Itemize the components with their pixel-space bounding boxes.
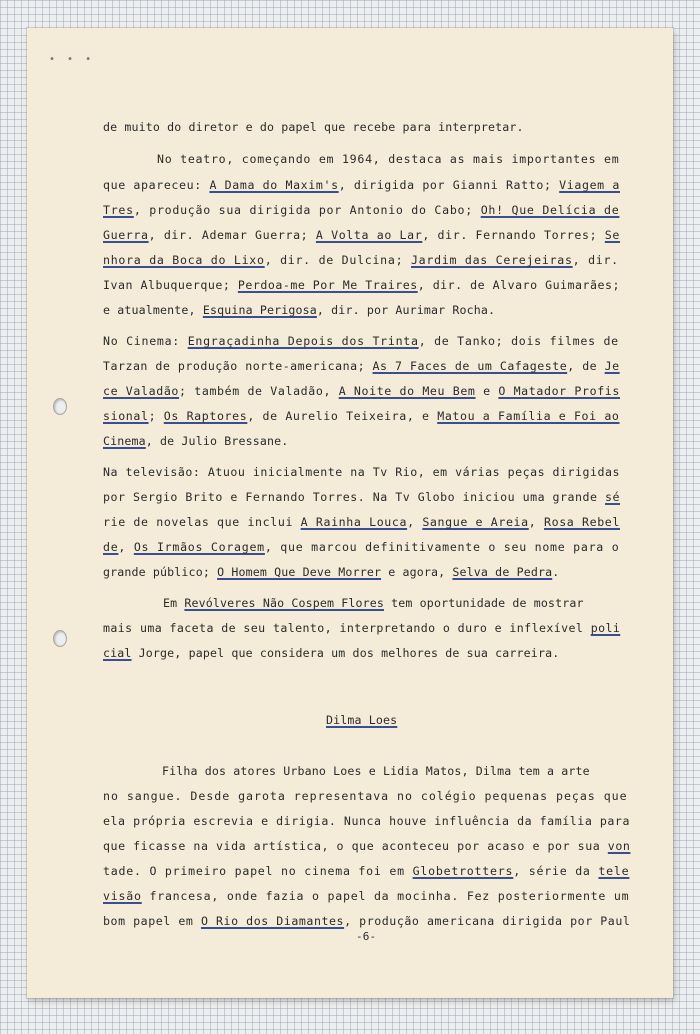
- text-line: ce Valadão; também de Valadão, A Noite do Meu Bem e O Matador Profis: [103, 384, 620, 398]
- underlined-title: Engraçadinha Depois dos Trinta: [187, 334, 419, 348]
- underlined-title: Esquina Perigosa: [202, 303, 317, 317]
- text-line: de, Os Irmãos Coragem, que marcou definitivamente o seu nome para o: [103, 540, 620, 554]
- underlined-title: As 7 Faces de um Cafageste: [372, 359, 568, 373]
- text-line: grande público; O Homem Que Deve Morrer e agora, Selva de Pedra.: [103, 565, 560, 579]
- underlined-title: A Volta ao Lar: [315, 228, 423, 242]
- text-line: que apareceu: A Dama do Maxim's, dirigida por Gianni Ratto; Viagem a: [103, 178, 620, 192]
- underlined-title: O Homem Que Deve Morrer: [217, 565, 382, 579]
- text-line: Ivan Albuquerque; Perdoa-me Por Me Traires, dir. de Alvaro Guimarães;: [103, 278, 621, 292]
- binder-hole-top: [53, 398, 67, 415]
- underlined-title: Se: [604, 228, 621, 242]
- binder-hole-bottom: [53, 630, 67, 647]
- text-line: de muito do diretor e do papel que recebe para interpretar.: [103, 120, 524, 134]
- underlined-title: Oh! Que Delícia de: [480, 203, 620, 217]
- text-line: Em Revólveres Não Cospem Flores tem oportunidade de mostrar: [163, 596, 584, 610]
- underlined-title: Viagem a: [559, 178, 620, 192]
- underlined-title: Os Raptores: [163, 409, 248, 423]
- paper-specks: • • •: [49, 54, 95, 65]
- text-line: bom papel em O Rio dos Diamantes, produção americana dirigida por Paul: [103, 914, 631, 928]
- text-line: cial Jorge, papel que considera um dos melhores de sua carreira.: [103, 646, 560, 660]
- text-line: Tres, produção sua dirigida por Antonio do Cabo; Oh! Que Delícia de: [103, 203, 620, 217]
- text-line: Na televisão: Atuou inicialmente na Tv Rio, em várias peças dirigidas: [103, 465, 620, 479]
- heading-underline: Dilma Loes: [326, 713, 398, 727]
- underlined-title: Os Irmãos Coragem: [133, 540, 265, 554]
- text-line: mais uma faceta de seu talento, interpretando o duro e inflexível poli: [103, 621, 621, 635]
- underlined-title: poli: [590, 621, 621, 635]
- text-line: ela própria escrevia e dirigia. Nunca houve influência da família para: [103, 814, 630, 828]
- text-line: por Sergio Brito e Fernando Torres. Na Tv Globo iniciou uma grande sé: [103, 490, 621, 504]
- underlined-title: A Rainha Louca: [300, 515, 408, 529]
- text-line: No teatro, começando em 1964, destaca as mais importantes em: [157, 152, 620, 166]
- text-line: no sangue. Desde garota representava no colégio pequenas peças que: [103, 789, 628, 803]
- underlined-title: tele: [598, 864, 630, 878]
- underlined-title: sé: [605, 490, 621, 504]
- text-line: tade. O primeiro papel no cinema foi em Globetrotters, série da tele: [103, 864, 630, 878]
- text-line: Cinema, de Julio Bressane.: [103, 434, 289, 448]
- underlined-title: Globetrotters: [412, 864, 514, 878]
- underlined-title: A Dama do Maxim's: [209, 178, 339, 192]
- underlined-title: Rosa Rebel: [543, 515, 621, 529]
- text-line: rie de novelas que inclui A Rainha Louca, Sangue e Areia, Rosa Rebel: [103, 515, 621, 529]
- underlined-title: Sangue e Areia: [422, 515, 529, 529]
- underlined-title: visão: [103, 889, 142, 903]
- underlined-title: O Rio dos Diamantes: [200, 914, 345, 928]
- text-line: nhora da Boca do Lixo, dir. de Dulcina; Jardim das Cerejeiras, dir.: [103, 253, 619, 267]
- underlined-title: sional: [103, 409, 149, 423]
- text-line: No Cinema: Engraçadinha Depois dos Trinta, de Tanko; dois filmes de: [103, 334, 619, 348]
- underlined-title: ce Valadão: [103, 384, 180, 398]
- text-line: e atualmente, Esquina Perigosa, dir. por Aurimar Rocha.: [103, 303, 496, 317]
- underlined-title: de: [103, 540, 119, 554]
- text-line: sional; Os Raptores, de Aurelio Teixeira, e Matou a Família e Foi ao: [103, 409, 620, 423]
- underlined-title: Revólveres Não Cospem Flores: [184, 596, 385, 610]
- underlined-title: Je: [604, 359, 620, 373]
- underlined-title: O Matador Profis: [498, 384, 620, 398]
- underlined-title: Perdoa-me Por Me Traires: [237, 278, 418, 292]
- underlined-title: Selva de Pedra: [452, 565, 553, 579]
- text-line: que ficasse na vida artística, o que aconteceu por acaso e por sua von: [103, 839, 631, 853]
- underlined-title: von: [607, 839, 631, 853]
- underlined-title: nhora da Boca do Lixo: [103, 253, 265, 267]
- underlined-title: cial: [103, 646, 132, 660]
- text-line: Guerra, dir. Ademar Guerra; A Volta ao Lar, dir. Fernando Torres; Se: [103, 228, 621, 242]
- underlined-title: Cinema: [103, 434, 146, 448]
- underlined-title: Guerra: [103, 228, 149, 242]
- underlined-title: Tres: [103, 203, 134, 217]
- underlined-title: A Noite do Meu Bem: [338, 384, 476, 398]
- text-line: Filha dos atores Urbano Loes e Lidia Matos, Dilma tem a arte: [162, 764, 590, 778]
- text-line: visão francesa, onde fazia o papel da mocinha. Fez posteriormente um: [103, 889, 630, 903]
- underlined-title: Matou a Família e Foi ao: [437, 409, 620, 423]
- underlined-title: Jardim das Cerejeiras: [410, 253, 573, 267]
- page-number: -6-: [356, 930, 377, 943]
- section-heading: [326, 713, 397, 727]
- text-line: Tarzan de produção norte-americana; As 7 Faces de um Cafageste, de Je: [103, 359, 620, 373]
